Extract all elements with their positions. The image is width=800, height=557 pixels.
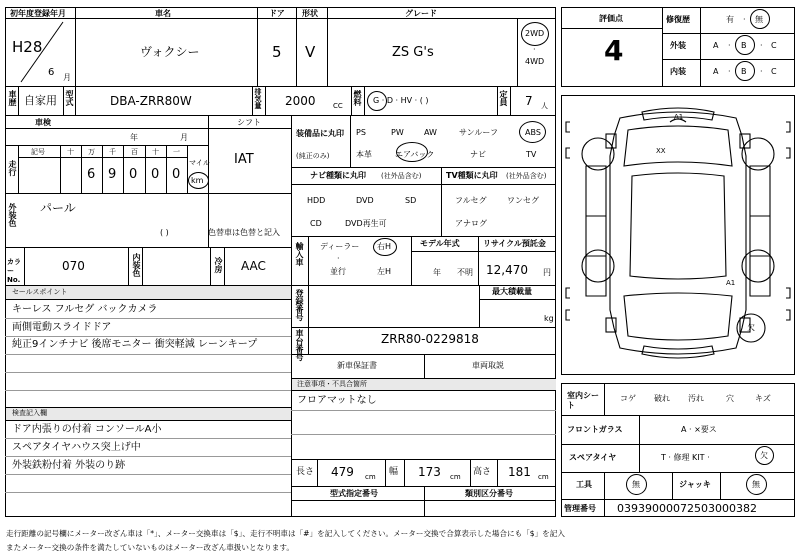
jack-label: ジャッキ bbox=[679, 480, 711, 489]
recycle-value: 12,470 bbox=[486, 263, 528, 277]
equip-aw: AW bbox=[424, 128, 437, 137]
interior-color-label: 内装色 bbox=[132, 253, 141, 277]
equip-sunroof: サンルーフ bbox=[459, 128, 498, 137]
import-parallel: 並行 bbox=[330, 267, 346, 276]
drive-dot: · bbox=[533, 45, 536, 54]
inspector-line-3: 外装鉄粉付着 外装のり跡 bbox=[12, 460, 126, 471]
recycle-yen: 円 bbox=[543, 268, 551, 277]
equipment-label: 装備品に丸印 bbox=[296, 129, 344, 138]
model-year-year: 年 bbox=[433, 268, 441, 277]
sales-label: セールスポイント bbox=[12, 288, 68, 296]
model-year-unknown: 不明 bbox=[457, 268, 473, 277]
glass-label: フロントガラス bbox=[567, 425, 623, 434]
left-table bbox=[5, 7, 556, 517]
seat-scratch: キズ bbox=[755, 394, 771, 403]
fuel-options: G · D · HV · ( ) bbox=[373, 96, 429, 105]
equip-pw: PW bbox=[391, 128, 404, 137]
height: 181 bbox=[508, 465, 531, 479]
control-label: 管理番号 bbox=[564, 504, 596, 513]
footer-line-2: またメーター交換の条件を満たしていないものはメーター改ざん車扱いとなります。 bbox=[6, 543, 294, 552]
repair-dot: · bbox=[743, 15, 746, 24]
registration-label: 登録番号 bbox=[295, 289, 304, 321]
length: 479 bbox=[331, 465, 354, 479]
repair-no: 無 bbox=[755, 15, 763, 24]
drive-4wd: 4WD bbox=[525, 57, 545, 66]
tv-analog: アナログ bbox=[455, 219, 487, 228]
interior-a: A bbox=[713, 67, 719, 76]
digit-4: 0 bbox=[172, 167, 181, 182]
import-left: 左H bbox=[377, 267, 392, 276]
door-label: ドア bbox=[269, 9, 285, 18]
displacement: 2000 bbox=[285, 94, 316, 108]
shift-value: IAT bbox=[234, 152, 254, 167]
inspector-line-1: ドア内張りの付着 コンソールA小 bbox=[12, 424, 162, 435]
mileage-sym-label: 記号 bbox=[31, 148, 45, 156]
navi-cd: CD bbox=[310, 219, 322, 228]
doors: 5 bbox=[272, 43, 282, 61]
sales-line-3: 純正9インチナビ 後席モニター 衝突軽減 レーンキープ bbox=[12, 339, 258, 350]
inspector-line-2: スペアタイヤハウス突上げ中 bbox=[12, 442, 141, 453]
model: DBA-ZRR80W bbox=[110, 94, 192, 108]
equipment-sub: (純正のみ) bbox=[296, 152, 330, 160]
tv-sub: (社外品含む) bbox=[506, 172, 547, 180]
unit-3: 百 bbox=[131, 148, 138, 156]
manual: 車両取説 bbox=[472, 361, 504, 370]
interior-b: B bbox=[741, 67, 747, 76]
navi-label: ナビ種類に丸印 bbox=[310, 171, 366, 180]
import-dealer: ディーラー bbox=[320, 242, 360, 251]
unit-0: 十 bbox=[67, 148, 74, 156]
interior-dot1: · bbox=[728, 67, 731, 76]
seat-hole: 穴 bbox=[726, 394, 734, 403]
tool-label: 工具 bbox=[576, 480, 592, 489]
car-name-label: 車名 bbox=[155, 9, 171, 18]
model-year-label: モデル年式 bbox=[420, 239, 460, 248]
class-no-label: 類別区分番号 bbox=[465, 489, 513, 498]
chassis-label: 車台番号 bbox=[295, 329, 304, 361]
footer-line-1: 走行距離の記号欄にメーター改ざん車は「*」、メーター交換車は「$」、走行不明車は「#」を記入してください。メーター交換で合算表示した場合にも「$」を記入 bbox=[6, 529, 565, 538]
recycle-label: リサイクル預託金 bbox=[483, 239, 546, 248]
interior-dot2: · bbox=[760, 67, 763, 76]
drive-2wd: 2WD bbox=[525, 29, 545, 38]
width-unit: cm bbox=[450, 473, 461, 481]
car-diagram bbox=[562, 96, 794, 374]
navi-dvd-play: DVD再生可 bbox=[345, 219, 387, 228]
length-unit: cm bbox=[365, 473, 376, 481]
navi-sub: (社外品含む) bbox=[381, 172, 422, 180]
interior-label: 内装 bbox=[670, 67, 686, 76]
mile-label: マイル bbox=[189, 159, 210, 167]
seat-burn: コゲ bbox=[620, 394, 636, 403]
navi-dvd: DVD bbox=[356, 196, 374, 205]
equip-tv: TV bbox=[526, 150, 537, 159]
displacement-label: 排気量 bbox=[254, 88, 262, 109]
import-right: 右H bbox=[377, 242, 392, 251]
exterior-label: 外装 bbox=[670, 41, 686, 50]
shape-label: 形状 bbox=[302, 9, 318, 18]
tool-value: 無 bbox=[632, 480, 640, 489]
first-reg-era: H28 bbox=[12, 38, 43, 56]
max-load-label: 最大積載量 bbox=[492, 287, 532, 296]
sales-line-1: キーレス フルセグ バックカメラ bbox=[12, 304, 158, 315]
unit-5: 一 bbox=[173, 148, 180, 156]
capacity: 7 bbox=[525, 94, 533, 108]
inspection-label: 車検 bbox=[35, 118, 51, 127]
tv-oneseg: ワンセグ bbox=[507, 196, 539, 205]
month-unit: 月 bbox=[63, 73, 71, 82]
cc-unit: CC bbox=[333, 102, 343, 110]
digit-2: 0 bbox=[129, 167, 138, 182]
exterior-dot1: · bbox=[728, 41, 731, 50]
chassis: ZRR80-0229818 bbox=[381, 332, 479, 346]
inspection-year: 年 bbox=[130, 133, 138, 142]
control-number: 03939000072503000382 bbox=[617, 502, 757, 515]
unit-4: 十 bbox=[152, 148, 159, 156]
width: 173 bbox=[418, 465, 441, 479]
seat-dirt: 汚れ bbox=[688, 394, 704, 403]
seat-label: 室内シート bbox=[567, 391, 599, 411]
shift-label: シフト bbox=[237, 118, 261, 127]
diagram-a1-right: A1 bbox=[726, 279, 736, 287]
diagram-xx: XX bbox=[656, 147, 666, 155]
eval-label: 評価点 bbox=[599, 14, 623, 23]
import-dot: · bbox=[337, 254, 340, 263]
color-no: 070 bbox=[62, 259, 85, 273]
eval-score: 4 bbox=[604, 34, 624, 67]
navi-sd: SD bbox=[405, 196, 417, 205]
capacity-label: 定員 bbox=[499, 90, 508, 106]
fuel-label: 燃料 bbox=[353, 90, 362, 106]
unit-2: 千 bbox=[109, 148, 116, 156]
unit-1: 万 bbox=[88, 148, 95, 156]
capacity-unit: 人 bbox=[541, 102, 548, 110]
equip-abs: ABS bbox=[525, 128, 541, 137]
notes-label: 注意事項・不具合箇所 bbox=[297, 380, 367, 388]
category-label: 車歴 bbox=[8, 90, 17, 106]
digit-1: 9 bbox=[108, 167, 117, 182]
repair-yes: 有 bbox=[726, 15, 734, 24]
cooler-label: 冷房 bbox=[214, 257, 223, 273]
digit-0: 6 bbox=[87, 167, 96, 182]
width-label: 幅 bbox=[389, 467, 399, 477]
color-no-label: カラーNo. bbox=[7, 258, 21, 285]
exterior-b: B bbox=[741, 41, 747, 50]
color-note: 色替車は色替と記入 bbox=[208, 228, 280, 237]
interior-c: C bbox=[771, 67, 777, 76]
equip-leather: 本革 bbox=[356, 150, 372, 159]
tv-fullseg: フルセグ bbox=[455, 196, 487, 205]
seat-tear: 破れ bbox=[654, 394, 670, 403]
exterior-a: A bbox=[713, 41, 719, 50]
spare-label: スペアタイヤ bbox=[569, 453, 617, 462]
inspection-month: 月 bbox=[180, 133, 188, 142]
import-label: 輸入車 bbox=[295, 242, 304, 266]
type-no-label: 型式指定番号 bbox=[330, 489, 378, 498]
kg-unit: kg bbox=[544, 314, 554, 323]
equip-navi: ナビ bbox=[470, 150, 486, 159]
color-paren: ( ) bbox=[160, 228, 169, 237]
category: 自家用 bbox=[24, 94, 57, 107]
grade: ZS G's bbox=[392, 45, 434, 60]
km-label: km bbox=[191, 176, 204, 185]
model-label: 型式 bbox=[65, 90, 74, 106]
shape: V bbox=[305, 43, 316, 61]
height-unit: cm bbox=[538, 473, 549, 481]
tv-label: TV種類に丸印 bbox=[446, 171, 498, 180]
spare-none: 欠 bbox=[760, 451, 768, 460]
mileage-label: 走行 bbox=[8, 160, 17, 176]
navi-hdd: HDD bbox=[307, 196, 326, 205]
height-label: 高さ bbox=[473, 467, 492, 477]
inspector-label: 検査記入欄 bbox=[12, 409, 47, 417]
repair-label: 修復歴 bbox=[666, 15, 690, 24]
first-reg-month: 6 bbox=[48, 67, 55, 78]
color-value: パール bbox=[40, 201, 76, 215]
car-name: ヴォクシー bbox=[140, 45, 200, 59]
length-label: 長さ bbox=[296, 467, 315, 477]
exterior-dot2: · bbox=[760, 41, 763, 50]
color-label: 外装色 bbox=[8, 203, 17, 227]
glass-value: A · ×要ス bbox=[681, 425, 717, 434]
equip-airbag: エアバック bbox=[395, 150, 435, 159]
equip-ps: PS bbox=[356, 128, 366, 137]
grade-label: グレード bbox=[405, 9, 437, 18]
notes: フロアマットなし bbox=[297, 395, 377, 406]
jack-value: 無 bbox=[752, 480, 760, 489]
digit-3: 0 bbox=[151, 167, 160, 182]
exterior-c: C bbox=[771, 41, 777, 50]
sales-line-2: 両側電動スライドドア bbox=[12, 322, 112, 333]
warranty: 新車保証書 bbox=[337, 361, 377, 370]
first-reg-label: 初年度登録年月 bbox=[10, 9, 66, 18]
diagram-a1-top: A1 bbox=[674, 113, 684, 121]
spare-value: T · 修理 KIT · bbox=[661, 453, 710, 462]
diagram-missing: 欠 bbox=[747, 323, 755, 332]
cooler: AAC bbox=[241, 259, 266, 273]
